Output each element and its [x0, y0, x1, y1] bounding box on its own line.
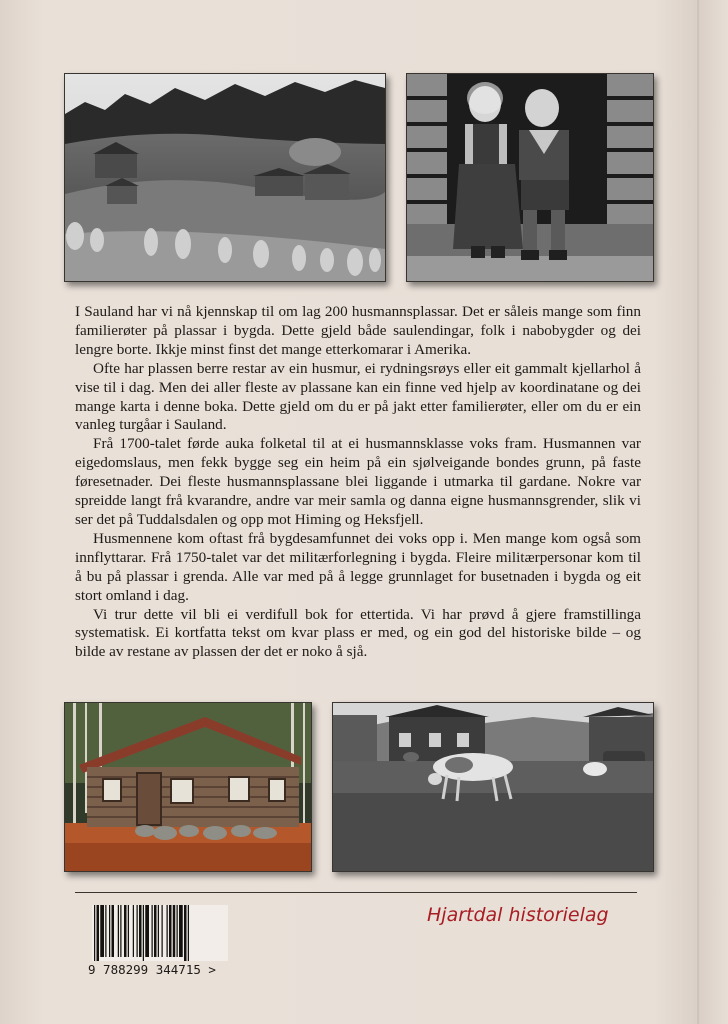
barcode-bar — [128, 905, 129, 957]
barcode-bar — [133, 905, 134, 957]
barcode-bar — [177, 905, 178, 957]
barcode-bar — [184, 905, 187, 961]
photo-cows-farmyard — [332, 702, 654, 872]
barcode-bar — [120, 905, 121, 957]
barcode-bar — [167, 905, 168, 957]
barcode-bar — [143, 905, 144, 961]
barcode-bar — [112, 905, 115, 957]
paragraph-1: I Sauland har vi nå kjennskap til om lag 200 husmannsplassar. Det er såleis mange som finn familierøter på plassar i bygda. Dette gjeld både saulendingar, folk i nabobygder og dei lengre borte. Ikkje minst finst det mange etterkomarar i Amerika. — [75, 303, 641, 358]
barcode-bar — [118, 905, 119, 957]
barcode-bar — [179, 905, 183, 957]
barcode-bar — [158, 905, 159, 957]
barcode-bar — [139, 905, 142, 957]
barcode-bar — [173, 905, 176, 957]
isbn-number: 9 788299 344715 — [88, 962, 201, 977]
barcode-digits — [88, 962, 248, 977]
barcode-bar — [124, 905, 127, 957]
isbn-barcode — [88, 905, 248, 977]
barcode-bar — [97, 905, 100, 961]
barcode-quiet-mark: > — [208, 962, 216, 977]
barcode-bar — [100, 905, 104, 957]
divider-line — [75, 892, 637, 893]
barcode-bar — [105, 905, 106, 957]
barcode-bar — [152, 905, 153, 957]
spine-fold — [697, 0, 699, 1024]
paragraph-4: Husmennene kom oftast frå bygdesamfunnet dei voks opp i. Men mange kom også som innflyttarar. Frå 1750-talet var det militærforlegning i bygda. Fleire militærpersonar kom til å bu på plassar i grenda. Alle var med på å legge grunnlaget for busetnaden i bygda og eit stort omland i dag. — [75, 529, 641, 604]
barcode-bar — [109, 905, 110, 957]
barcode-bar — [154, 905, 157, 957]
paragraph-2: Ofte har plassen berre restar av ein husmur, ei rydningsrøys eller eit gammalt kjellarhol å vise til i dag. Men dei aller fleste av plassane kan ein finne ved hjelp av koordinatane og dei mange karta i denne boka. Dette gjeld om du er på jakt etter familierøter, eller om du er ein vanleg turgåar i Sauland. — [75, 359, 641, 434]
barcode-bar — [94, 905, 95, 961]
barcode-bar — [188, 905, 189, 961]
barcode-bar — [169, 905, 172, 957]
barcode-bar — [145, 905, 149, 957]
paragraph-5: Vi trur dette vil bli ei verdifull bok for ettertida. Vi har prøvd å gjere framstillinga systematisk. Ei kortfatta tekst om kvar plass er med, og ein god del historiske bilde – og bilde av restane av plassen der det er noko å sjå. — [75, 605, 641, 661]
photo-log-cabin — [64, 702, 312, 872]
description-text — [75, 303, 641, 662]
barcode-bars — [92, 905, 228, 961]
publisher-name: Hjartdal historielag — [427, 904, 609, 926]
barcode-bar — [137, 905, 138, 957]
photo-two-children — [406, 73, 654, 282]
barcode-bar — [162, 905, 163, 957]
photo-hillside-farm — [64, 73, 386, 282]
paragraph-3: Frå 1700-talet førde auka folketal til at ei husmannsklasse voks fram. Husmannen var eigedomslaus, men fekk bygge seg ein heim på ein sjølveigande bondes grunn, på faste føresetnader. Dei fleste husmannsplassane blei liggande i utmarka til gardane. Nokre var spreidde langt frå kvarandre, andre var meir samla og danna eigne husmannsgrender, slik vi ser det på Tuddalsdalen og opp mot Himing og Heksfjell. — [75, 435, 641, 528]
